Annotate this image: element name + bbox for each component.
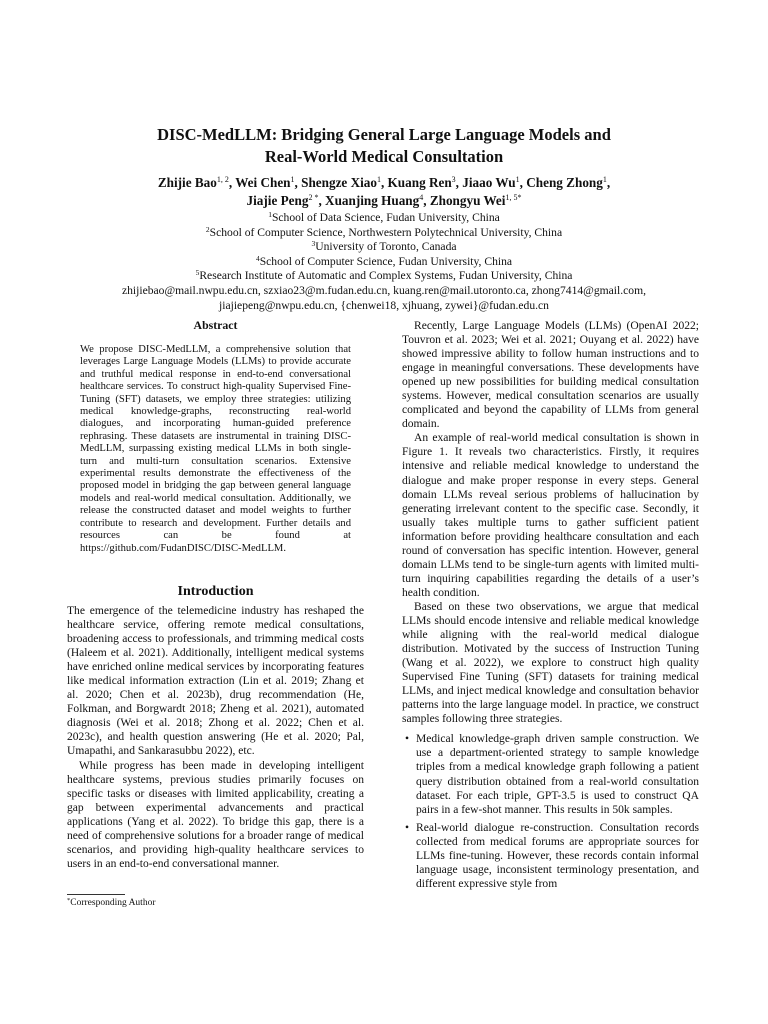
- paragraph: An example of real-world medical consultation is shown in Figure 1. It reveals two characteristics. Firstly, it requires intensive and reliable medical knowledge to understand the dialogue and make proper response in every steps. General domain LLMs reveal serious problems of hallucination by generating irrelevant content to the specific case. Secondly, it usually takes multiple turns to gather sufficient patient information before providing healthcare consultation and each round of conversation has specific intention. However, general domain LLMs tend to be single-turn agents with limited multi-turn inquiring capabilities regarding the details of a user’s health condition.: [402, 432, 699, 599]
- paragraph: Recently, Large Language Models (LLMs) (OpenAI 2022; Touvron et al. 2023; Wei et al. 2021; Ouyang et al. 2022) have showed impressive ability to follow human instructions and to engage in meaningful conversations. These developments have opened up new possibilities for building medical consultation systems. However, medical consultation scenarios are usually complicated and beyond the capability of LLMs from general domain.: [402, 320, 699, 431]
- title-line-1: DISC-MedLLM: Bridging General Large Language Models and: [157, 125, 611, 144]
- affiliation: $^4$School of Computer Science, Fudan University, China: [255, 253, 513, 268]
- list-item: • Real-world dialogue re-construction. Consultation records collected from medical forums are appropriate sources for LLMs fine-tuning. However, these records contain informal language usage, inconsistent terminology presentation, and different expressive style from: [405, 821, 699, 890]
- email-line-2: jiajiepeng@nwpu.edu.cn, {chenwei18, xjhuang, zywei}@fudan.edu.cn: [219, 298, 549, 312]
- right-column: [402, 319, 699, 895]
- left-column: [67, 604, 364, 871]
- author-line-1: [40, 174, 728, 192]
- paragraph: While progress has been made in developing intelligent healthcare systems, previous studies primarily focuses on specific tasks or diseases with limited applicability, creating a gap between experimental advancements and practical applications (Yang et al. 2022). To bridge this gap, there is a need of comprehensive solutions for a broader range of medical scenarios, and providing high-quality healthcare services to users in an end-to-end conversational manner.: [67, 759, 364, 870]
- affiliation: $^1$School of Data Science, Fudan University, China: [268, 210, 500, 224]
- author: Zhijie Bao$^{1, 2}$,: [157, 175, 236, 190]
- author: Jiajie Peng$^{2 *}$,: [246, 193, 326, 208]
- introduction-heading: Introduction: [177, 584, 254, 599]
- strategy-list: [402, 732, 699, 891]
- author-line-2: [40, 192, 728, 210]
- affiliation: $^3$University of Toronto, Canada: [311, 239, 457, 254]
- author: Cheng Zhong$^1$,: [526, 175, 611, 190]
- author: Jiaao Wu$^1$,: [462, 175, 527, 190]
- author: Shengze Xiao$^1$,: [301, 175, 388, 190]
- footnote: *Corresponding Author: [67, 897, 156, 908]
- email-line-1: zhijiebao@mail.nwpu.edu.cn, szxiao23@m.fudan.edu.cn, kuang.ren@mail.utoronto.ca, zhong7414@gmail.com,: [121, 283, 647, 297]
- bullet-icon: •: [405, 733, 410, 746]
- paper-title: [60, 124, 708, 168]
- list-item: • Medical knowledge-graph driven sample construction. We use a department-oriented strategy to sample knowledge triples from a medical knowledge graph following a patient query distribution obtained from a real-world consultation dataset. For each triple, GPT-3.5 is used to construct QA pairs in a few-shot manner. This results in 50k samples.: [405, 733, 699, 816]
- author: Wei Chen$^1$,: [235, 175, 302, 190]
- paragraph: Based on these two observations, we argue that medical LLMs should encode intensive and reliable medical knowledge while aligning with the real-world medical dialogue distribution. Motivated by the success of Instruction Tuning (Wang et al. 2022), we explore to construct high quality Supervised Fine Tuning (SFT) datasets for training medical LLMs, and inject medical knowledge and consultation behavior patterns into the large language model. In practice, we construct samples following three strategies.: [402, 600, 699, 726]
- author: Xuanjing Huang$^4$,: [325, 193, 430, 208]
- author: Zhongyu Wei$^{1, 5*}$: [429, 193, 522, 208]
- footnote-divider: [67, 894, 125, 895]
- author: Kuang Ren$^3$,: [387, 175, 463, 190]
- affiliation: $^2$School of Computer Science, Northwestern Polytechnical University, China: [205, 224, 563, 239]
- title-line-2: Real-World Medical Consultation: [264, 147, 504, 166]
- bullet-icon: •: [405, 821, 410, 834]
- abstract-heading: Abstract: [193, 318, 238, 332]
- abstract-text: We propose DISC-MedLLM, a comprehensive solution that leverages Large Language Models (LLMs) to provide accurate and truthful medical response in end-to-end conversational healthcare services. To construct high-quality Supervised Fine-Tuning (SFT) datasets, we employ three strategies: utilizing medical knowledge-graphs, reconstructing real-world dialogues, and incorporating human-guided preference rephrasing. These datasets are instrumental in training DISC-MedLLM, surpassing existing medical LLMs in both single-turn and multi-turn consultation scenarios. Extensive experimental results demonstrate the effectiveness of the proposed model in bridging the gap between general language models and real-world medical consultation. Additionally, we release the constructed dataset and model weights to further contribute to research and development. Further details and resources can be found at https://github.com/FudanDISC/DISC-MedLLM.: [80, 344, 351, 554]
- affiliation-list: [40, 211, 728, 313]
- author-list: [40, 174, 728, 210]
- paragraph: The emergence of the telemedicine industry has reshaped the healthcare service, offering remote medical consultations, broadening access to professionals, and trimming medical costs (Haleem et al. 2021). Additionally, intelligent medical systems have enriched online medical services by incorporating features like medical information extraction (Lin et al. 2019; Zhang et al. 2020; Chen et al. 2023b), drug recommendation (He, Folkman, and Borgwardt 2018; Zheng et al. 2021), automated diagnosis (Wei et al. 2018; Zhong et al. 2022; Chen et al. 2023c), and health question answering (He et al. 2020; Pal, Umapathi, and Sankarasubbu 2022), etc.: [67, 605, 364, 758]
- affiliation: $^5$Research Institute of Automatic and Complex Systems, Fudan University, China: [195, 268, 573, 283]
